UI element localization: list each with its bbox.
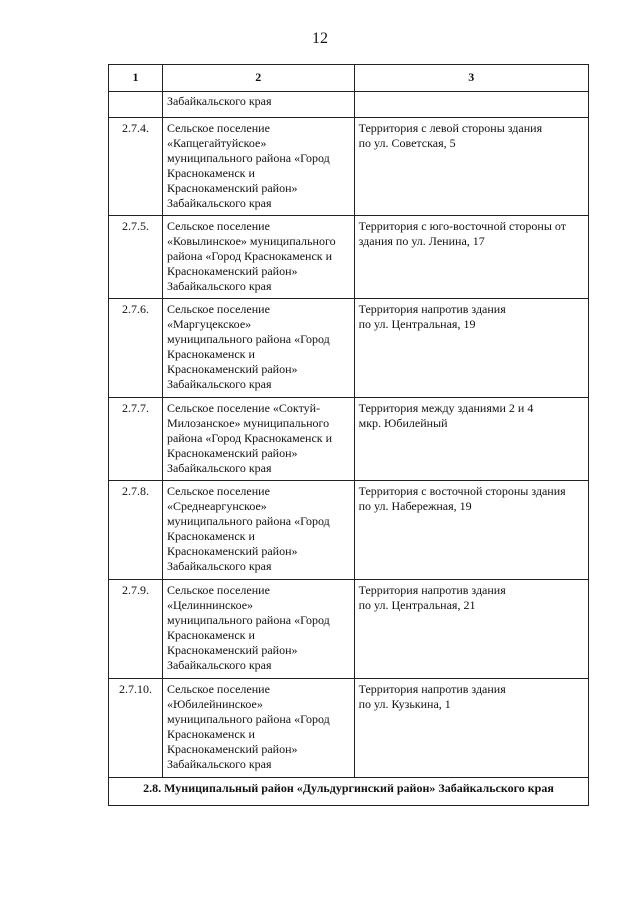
settlement-name <box>162 398 354 481</box>
settlement-name-line: Краснокаменск и <box>166 347 255 361</box>
settlement-name-line: «Целиннинское» <box>166 598 254 612</box>
row-number: 2.7.7. <box>109 398 163 481</box>
settlement-name <box>162 481 354 580</box>
settlement-name <box>162 580 354 679</box>
row-number: 2.7.5. <box>109 216 163 299</box>
settlement-name-line: Забайкальского края <box>166 757 272 771</box>
settlement-name <box>162 679 354 778</box>
settlement-name-line: Сельское поселение <box>166 484 270 498</box>
document-table <box>108 64 589 806</box>
location-description <box>354 118 588 216</box>
settlement-name-line: Забайкальского края <box>166 461 272 475</box>
settlement-name-line: Краснокаменск и <box>166 166 255 180</box>
settlement-name-line: «Капцегайтуйское» <box>166 136 267 150</box>
settlement-name-line: Краснокаменск и <box>166 628 255 642</box>
location-line: Территория напротив здания <box>358 302 506 316</box>
settlement-name-line: муниципального района «Город <box>166 332 330 346</box>
row-number: 2.7.8. <box>109 481 163 580</box>
settlement-name-line: «Ковылинское» муниципального <box>166 234 336 248</box>
settlement-name-line: района «Город Краснокаменск и <box>166 249 333 263</box>
location-line: здания по ул. Ленина, 17 <box>358 234 485 248</box>
section-heading: 2.8. Муниципальный район «Дульдургинский район» Забайкальского края <box>109 778 589 806</box>
location-description <box>354 679 588 778</box>
settlement-name-line: муниципального района «Город <box>166 613 330 627</box>
table-row <box>109 398 589 481</box>
location-line: Территория напротив здания <box>358 682 506 696</box>
settlement-name-line: «Юбилейнинское» <box>166 697 263 711</box>
location-line: Территория с юго-восточной стороны от <box>358 219 566 233</box>
section-heading-row <box>109 778 589 806</box>
location-line: Территория с восточной стороны здания <box>358 484 566 498</box>
settlement-name-line: Краснокаменский район» <box>166 264 298 278</box>
settlement-name-line: муниципального района «Город <box>166 514 330 528</box>
table-row <box>109 299 589 398</box>
settlement-name-line: Забайкальского края <box>166 279 272 293</box>
settlement-name-line: Краснокаменский район» <box>166 446 298 460</box>
settlement-name-line: Сельское поселение <box>166 219 270 233</box>
settlement-name-line: муниципального района «Город <box>166 151 330 165</box>
row-number: 2.7.6. <box>109 299 163 398</box>
location-line: по ул. Набережная, 19 <box>358 499 472 513</box>
location-line: по ул. Советская, 5 <box>358 136 456 150</box>
settlement-name-line: Краснокаменск и <box>166 529 255 543</box>
column-header-2: 2 <box>162 65 354 92</box>
table-row <box>109 216 589 299</box>
location-description <box>354 481 588 580</box>
settlement-name-line: муниципального района «Город <box>166 712 330 726</box>
settlement-name <box>162 299 354 398</box>
location-description <box>354 299 588 398</box>
location-line: по ул. Кузькина, 1 <box>358 697 451 711</box>
settlement-name-line: Краснокаменский район» <box>166 742 298 756</box>
settlement-name-line: Забайкальского края <box>166 377 272 391</box>
row-number: 2.7.4. <box>109 118 163 216</box>
settlement-name-line: Забайкальского края <box>166 196 272 210</box>
settlement-name-line: Краснокаменский район» <box>166 544 298 558</box>
location-line: по ул. Центральная, 19 <box>358 317 476 331</box>
location-line: Территория между зданиями 2 и 4 <box>358 401 534 415</box>
settlement-name-line: Забайкальского края <box>166 559 272 573</box>
location-description <box>354 92 588 118</box>
settlement-name-line: Забайкальского края <box>166 658 272 672</box>
location-description <box>354 216 588 299</box>
table-row <box>109 580 589 679</box>
settlement-name <box>162 118 354 216</box>
location-line: мкр. Юбилейный <box>358 416 448 430</box>
settlement-name-line: Краснокаменский район» <box>166 643 298 657</box>
page-number: 12 <box>312 30 328 47</box>
settlement-name-line: Милозанское» муниципального <box>166 416 330 430</box>
settlement-name-line: Сельское поселение «Соктуй- <box>166 401 321 415</box>
location-line: Территория с левой стороны здания <box>358 121 543 135</box>
settlement-name-line: Краснокаменский район» <box>166 362 298 376</box>
settlement-name-line: Сельское поселение <box>166 302 270 316</box>
column-header-1: 1 <box>109 65 163 92</box>
table-row <box>109 481 589 580</box>
settlement-name-line: Сельское поселение <box>166 121 270 135</box>
row-number <box>109 92 163 118</box>
location-description <box>354 580 588 679</box>
table-header-row <box>109 65 589 92</box>
location-line: Территория напротив здания <box>358 583 506 597</box>
settlement-name-line: Краснокаменский район» <box>166 181 298 195</box>
location-description <box>354 398 588 481</box>
settlement-name <box>162 216 354 299</box>
row-number: 2.7.10. <box>109 679 163 778</box>
location-line: по ул. Центральная, 21 <box>358 598 476 612</box>
table-row <box>109 679 589 778</box>
settlement-name-line: «Маргуцекское» <box>166 317 252 331</box>
table-row-continuation <box>109 92 589 118</box>
settlement-name-line: «Среднеаргунское» <box>166 499 267 513</box>
table-row <box>109 118 589 216</box>
settlement-name-line: района «Город Краснокаменск и <box>166 431 333 445</box>
settlement-name-line: Сельское поселение <box>166 682 270 696</box>
settlement-name-line: Краснокаменск и <box>166 727 255 741</box>
row-number: 2.7.9. <box>109 580 163 679</box>
settlement-name: Забайкальского края <box>162 92 354 118</box>
column-header-3: 3 <box>354 65 588 92</box>
settlement-name-line: Сельское поселение <box>166 583 270 597</box>
